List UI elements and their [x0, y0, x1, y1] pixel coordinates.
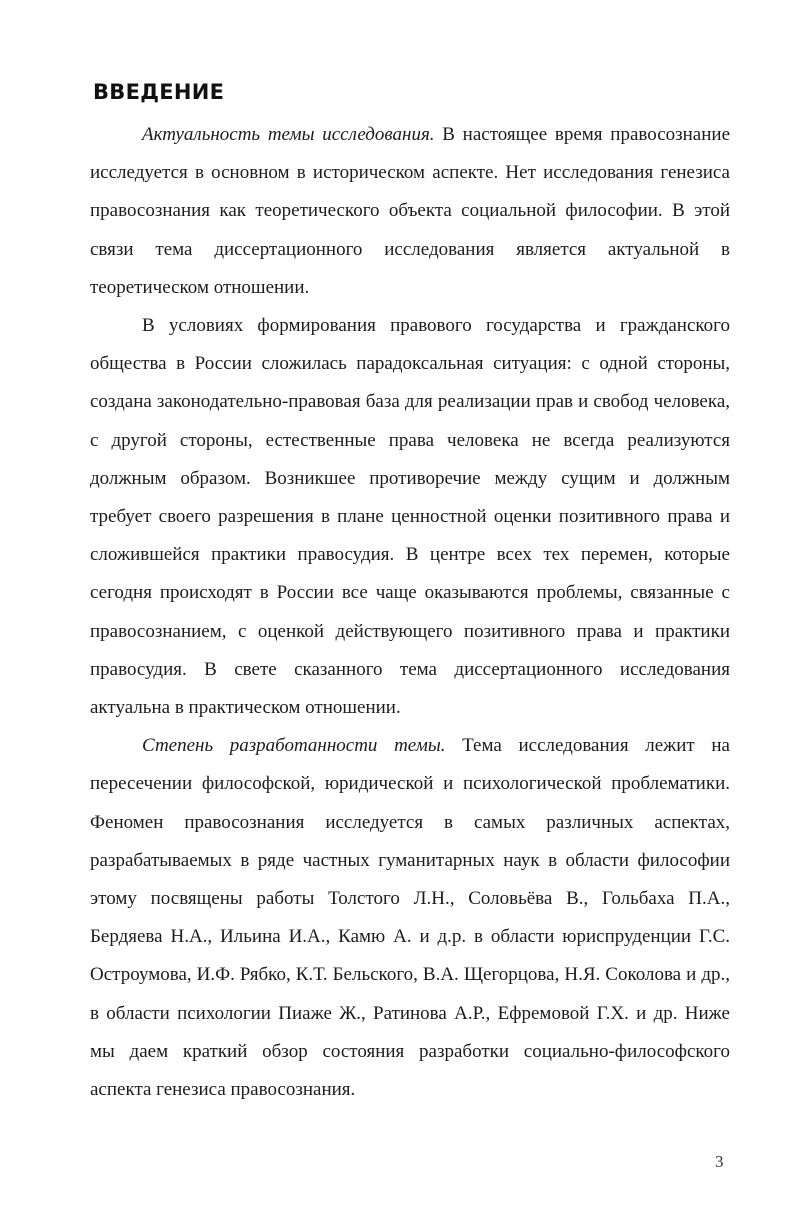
paragraph-lead-relevance: Актуальность темы исследования.	[142, 124, 435, 145]
paragraph-development	[90, 727, 730, 1109]
page-number: 3	[715, 1152, 724, 1171]
paragraph-text-context: В условиях формирования правового государства и гражданского общества в России сложилась парадоксальная ситуация: с одной стороны, создана законодательно-правовая база для реализации прав и свобод человека, с другой стороны, естественные права человека не всегда реализуются должным образом. Возникшее противоречие между сущим и должным требует своего разрешения в плане ценностной оценки позитивного права и сложившейся практики правосудия. В центре всех тех перемен, которые сегодня происходят в России все чаще оказываются проблемы, связанные с правосознанием, с оценкой действующего позитивного права и практики правосудия. В свете сказанного тема диссертационного исследования актуальна в практическом отношении.	[90, 315, 730, 719]
paragraph-text-relevance: В настоящее время правосознание исследуется в основном в историческом аспекте. Нет исследования генезиса правосознания как теоретического объекта социальной философии. В этой связи тема диссертационного исследования является актуальной в теоретическом отношении.	[90, 124, 730, 298]
paragraph-relevance	[90, 116, 730, 307]
section-heading: ВВЕДЕНИЕ	[93, 80, 225, 104]
paragraph-context	[90, 307, 730, 727]
paragraph-lead-development: Степень разработанности темы.	[142, 735, 446, 757]
paragraph-text-development: Тема исследования лежит на пересечении философской, юридической и психологической проблематики. Феномен правосознания исследуется в самых различных аспектах, разрабатываемых в ряде частных гуманитарных наук в области философии этому посвящены работы Толстого Л.Н., Соловьёва В., Гольбаха П.А., Бердяева Н.А., Ильина И.А., Камю А. и д.р. в области юриспруденции Г.С. Остроумова, И.Ф. Рябко, К.Т. Бельского, В.А. Щегорцова, Н.Я. Соколова и др., в области психологии Пиаже Ж., Ратинова А.Р., Ефремовой Г.Х. и др. Ниже мы даем краткий обзор состояния разработки социально-философского аспекта генезиса правосознания.	[90, 735, 730, 1101]
body-text	[90, 116, 730, 1109]
